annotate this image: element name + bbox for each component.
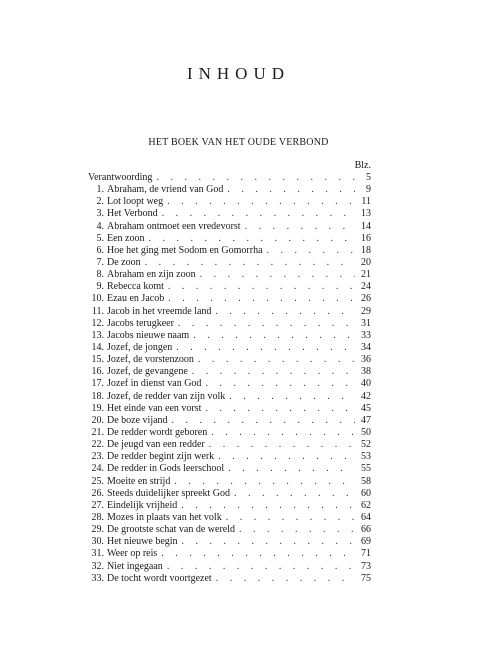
toc-entry-page: 36 (361, 354, 371, 366)
toc-entry-page: 13 (361, 208, 371, 220)
toc-leader-dots (178, 536, 355, 548)
toc-entry-page: 18 (361, 244, 371, 256)
toc-entry (88, 463, 371, 475)
toc-entry-page: 24 (361, 281, 371, 293)
toc-entry (88, 476, 371, 488)
toc-entry-number: 2. (96, 196, 104, 208)
toc-entry-title: De tocht wordt voortgezet (107, 572, 212, 584)
toc-entry-page: 5 (366, 172, 371, 183)
toc-entry (88, 366, 371, 378)
toc-leader-dots (205, 439, 355, 451)
toc-leader-dots (157, 548, 355, 560)
toc-entry-number: 4. (96, 220, 104, 232)
toc-entry-title: Jacobs terugkeer (107, 317, 174, 329)
toc-entry-title: Jacob in het vreemde land (107, 305, 212, 317)
toc-entry (88, 281, 371, 293)
toc-entry-page: 55 (361, 463, 371, 475)
toc-leader-dots (194, 354, 355, 366)
toc-entry-title: De redder wordt geboren (107, 426, 208, 438)
toc-entry-number: 20. (91, 414, 104, 426)
toc-entry-page: 71 (361, 548, 371, 560)
toc-entry-title: Het nieuwe begin (107, 536, 178, 548)
toc-entry-page: 53 (361, 451, 371, 463)
page-title: INHOUD (186, 64, 291, 83)
toc-entry-number: 22. (91, 439, 104, 451)
toc-leader-dots (152, 172, 355, 184)
toc-entry (88, 318, 371, 330)
toc-entry-title: Rebecca komt (107, 281, 164, 293)
toc-entry (88, 427, 371, 439)
toc-entry-number: 29. (91, 524, 104, 536)
toc-entry-number: 15. (91, 354, 104, 366)
toc-leader-dots (158, 208, 355, 220)
toc-leader-dots (164, 293, 355, 305)
toc-entry-number: 18. (91, 390, 104, 402)
toc-entry-title: Hoe het ging met Sodom en Gomorrha (107, 244, 263, 256)
toc-entry-number: 31. (91, 548, 104, 560)
toc-entry-title: Het einde van een vorst (107, 402, 202, 414)
toc-entry-title: De jeugd van een redder (107, 439, 205, 451)
toc-entry (88, 439, 371, 451)
toc-entry-title: Een zoon (107, 232, 145, 244)
toc-leader-dots (235, 524, 355, 536)
toc-leader-dots (177, 500, 355, 512)
toc-entry-page: 11 (361, 196, 371, 208)
toc-entry (88, 391, 371, 403)
toc-leader-dots (201, 403, 355, 415)
toc-entry (88, 354, 371, 366)
toc-entry-page: 38 (361, 366, 371, 378)
toc-leader-dots (207, 427, 355, 439)
toc-entry (88, 293, 371, 305)
toc-entry-number: 19. (91, 402, 104, 414)
toc-entry (88, 536, 371, 548)
toc-leader-dots (170, 476, 355, 488)
toc-entry-number: 24. (91, 463, 104, 475)
toc-entry-number: 8. (96, 269, 104, 281)
toc-leader-dots (174, 318, 355, 330)
toc-entry-title: De redder in Gods leerschool (107, 463, 225, 475)
toc-entry (88, 500, 371, 512)
toc-entry-title: Moeite en strijd (107, 475, 171, 487)
toc-entry-page: 29 (361, 305, 371, 317)
toc-entry-page: 26 (361, 293, 371, 305)
toc-entry-page: 66 (361, 524, 371, 536)
toc-entry (88, 172, 371, 184)
toc-entry-title: Steeds duidelijker spreekt God (107, 487, 231, 499)
toc-leader-dots (225, 391, 355, 403)
toc-entry-number: 5. (96, 232, 104, 244)
toc-leader-dots (223, 184, 355, 196)
toc-entry-page: 60 (361, 487, 371, 499)
toc-entry (88, 245, 371, 257)
toc-entry-page: 9 (366, 184, 371, 196)
toc-leader-dots (224, 463, 355, 475)
toc-entry-number: 10. (91, 293, 104, 305)
toc-entry-title: De boze vijand (107, 414, 168, 426)
toc-leader-dots (168, 415, 355, 427)
toc-entry-number: 33. (91, 572, 104, 584)
toc-entry-page: 50 (361, 426, 371, 438)
toc-leader-dots (230, 488, 355, 500)
section-title: HET BOEK VAN HET OUDE VERBOND (148, 137, 329, 148)
toc-entry-number: 26. (91, 487, 104, 499)
toc-entry (88, 233, 371, 245)
toc-entry (88, 184, 371, 196)
toc-entry (88, 548, 371, 560)
toc-entry-number: 11. (91, 305, 104, 317)
toc-leader-dots (196, 269, 355, 281)
toc-entry-title: Jozef, de jongen (107, 341, 173, 353)
toc-leader-dots (211, 306, 355, 318)
toc-entry-title: De zoon (107, 256, 141, 268)
toc-entry-page: 14 (361, 220, 371, 232)
toc-entry (88, 451, 371, 463)
toc-leader-dots (263, 245, 355, 257)
toc-entry-page: 64 (361, 511, 371, 523)
toc-leader-dots (163, 196, 355, 208)
toc-leader-dots (189, 330, 355, 342)
toc-entry-number: 16. (91, 366, 104, 378)
toc-entry-title: Lot loopt weg (107, 196, 164, 208)
toc-entry-title: Abraham en zijn zoon (107, 269, 196, 281)
toc-entry (88, 269, 371, 281)
toc-entry (88, 221, 371, 233)
toc-leader-dots (201, 378, 355, 390)
table-of-contents (88, 160, 371, 585)
toc-entry (88, 257, 371, 269)
toc-entry-number: 27. (91, 499, 104, 511)
toc-entry-number: 23. (91, 451, 104, 463)
toc-entry-number: 12. (91, 317, 104, 329)
toc-entry-page: 69 (361, 536, 371, 548)
toc-entry-title: Het Verbond (107, 208, 158, 220)
toc-entry-number: 13. (91, 329, 104, 341)
toc-entry (88, 488, 371, 500)
toc-entry-title: Jozef, de gevangene (107, 366, 188, 378)
toc-entry-page: 52 (361, 439, 371, 451)
toc-entry-page: 62 (361, 499, 371, 511)
toc-entry-title: Jozef in dienst van God (107, 378, 202, 390)
toc-entry-number: 14. (91, 341, 104, 353)
toc-leader-dots (141, 257, 355, 269)
toc-leader-dots (241, 221, 355, 233)
toc-entry (88, 415, 371, 427)
toc-entry-page: 40 (361, 378, 371, 390)
toc-entry-page: 20 (361, 256, 371, 268)
toc-entry-title: Mozes in plaats van het volk (107, 511, 222, 523)
toc-entry-title: Jozef, de redder van zijn volk (107, 390, 226, 402)
toc-entry-title: De redder begint zijn werk (107, 451, 215, 463)
toc-entry-title: Weer op reis (107, 548, 158, 560)
toc-leader-dots (214, 451, 355, 463)
toc-entry (88, 306, 371, 318)
toc-entry-page: 73 (361, 560, 371, 572)
toc-leader-dots (145, 233, 356, 245)
toc-entry-number: 21. (91, 426, 104, 438)
toc-entry-page: 45 (361, 402, 371, 414)
toc-entry (88, 330, 371, 342)
toc-entry-title: Niet ingegaan (107, 560, 163, 572)
toc-leader-dots (164, 281, 355, 293)
toc-entry-page: 31 (361, 317, 371, 329)
toc-entry-number: 3. (96, 208, 104, 220)
toc-entry-page: 47 (361, 414, 371, 426)
toc-entry-number: 1. (96, 184, 104, 196)
toc-entry-number: 25. (91, 475, 104, 487)
toc-entry-number: 30. (91, 536, 104, 548)
toc-entry-page: 58 (361, 475, 371, 487)
toc-entry-page: 21 (361, 269, 371, 281)
toc-entry-page: 75 (361, 572, 371, 584)
toc-leader-dots (222, 512, 355, 524)
toc-entry-page: 16 (361, 232, 371, 244)
toc-entry-number: 9. (96, 281, 104, 293)
toc-entry (88, 208, 371, 220)
toc-entry (88, 378, 371, 390)
toc-entry (88, 342, 371, 354)
toc-entry-title: Jozef, de vorstenzoon (107, 354, 194, 366)
toc-leader-dots (172, 342, 355, 354)
toc-leader-dots (212, 573, 355, 585)
toc-entry-page: 33 (361, 329, 371, 341)
toc-entry-number: 32. (91, 560, 104, 572)
toc-entry (88, 403, 371, 415)
toc-entry-number: 17. (91, 378, 104, 390)
toc-entry (88, 196, 371, 208)
toc-entry-title: Abraham ontmoet een vredevorst (107, 220, 241, 232)
toc-entry-title: De grootste schat van de wereld (107, 524, 236, 536)
toc-entry (88, 512, 371, 524)
toc-entry-title: Ezau en Jacob (107, 293, 165, 305)
toc-entry-title: Abraham, de vriend van God (107, 184, 224, 196)
toc-leader-dots (188, 366, 355, 378)
toc-entry-title: Eindelijk vrijheid (107, 499, 178, 511)
page-column-header: Blz. (354, 160, 371, 171)
toc-leader-dots (163, 561, 355, 573)
toc-entry (88, 524, 371, 536)
toc-entry-page: 34 (361, 341, 371, 353)
toc-entry-title: Verantwoording (88, 172, 153, 183)
toc-entry-number: 7. (96, 256, 104, 268)
toc-list (88, 172, 371, 585)
toc-entry-title: Jacobs nieuwe naam (107, 329, 190, 341)
toc-entry-number: 6. (96, 244, 104, 256)
toc-entry (88, 561, 371, 573)
toc-entry-number: 28. (91, 511, 104, 523)
toc-entry (88, 573, 371, 585)
toc-entry-page: 42 (361, 390, 371, 402)
